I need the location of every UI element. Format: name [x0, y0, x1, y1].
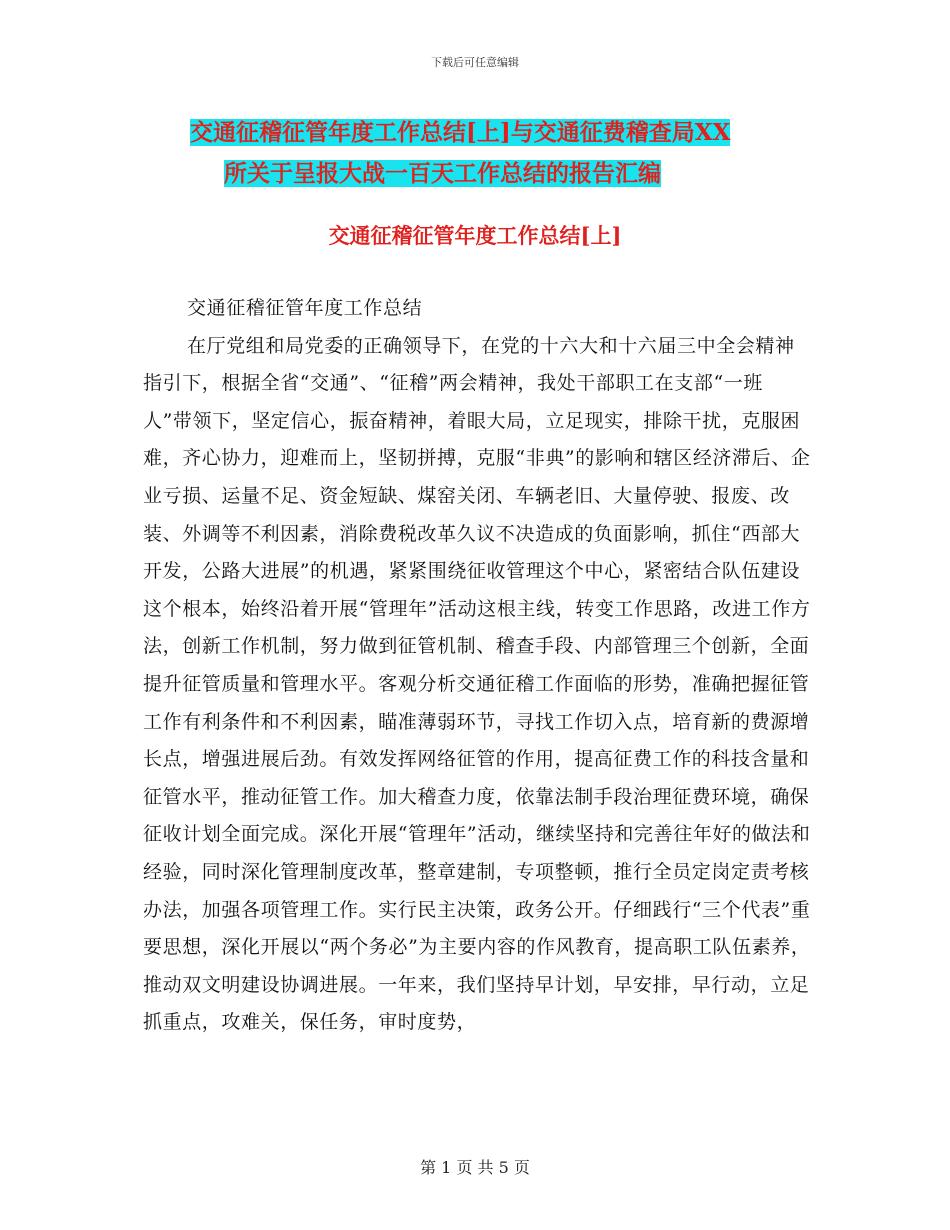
page-header-note: 下载后可任意编辑	[431, 56, 519, 69]
section-heading: 交通征稽征管年度工作总结[上]	[328, 223, 622, 248]
document-title-line2: 所关于呈报大战一百天工作总结的报告汇编	[224, 160, 661, 187]
body-paragraph: 在厅党组和局党委的正确领导下，在党的十六大和十六届三中全会精神指引下，根据全省“交通”、“征稽”两会精神，我处干部职工在支部“一班人”带领下，坚定信心，振奋精神，着眼大局，立足现实，排除干扰，克服困难，齐心协力，迎难而上，坚韧拼搏，克服“非典”的影响和辖区经济滞后、企业亏损、运量不足、资金短缺、煤窑关闭、车辆老旧、大量停驶、报废、改装、外调等不利因素，消除费税改革久议不决造成的负面影响，抓住“西部大开发，公路大进展”的机遇，紧紧围绕征收管理这个中心，紧密结合队伍建设这个根本，始终沿着开展“管理年”活动这根主线，转变工作思路，改进工作方法，创新工作机制，努力做到征管机制、稽查手段、内部管理三个创新，全面提升征管质量和管理水平。客观分析交通征稽工作面临的形势，准确把握征管工作有利条件和不利因素，瞄准薄弱环节，寻找工作切入点，培育新的费源增长点，增强进展后劲。有效发挥网络征管的作用，提高征费工作的科技含量和征管水平，推动征管工作。加大稽查力度，依靠法制手段治理征费环境，确保征收计划全面完成。深化开展“管理年”活动，继续坚持和完善往年好的做法和经验，同时深化管理制度改革，整章建制，专项整顿，推行全员定岗定责考核办法，加强各项管理工作。实行民主决策，政务公开。仔细践行“三个代表”重要思想，深化开展以“两个务必”为主要内容的作风教育，提高职工队伍素养，推动双文明建设协调进展。一年来，我们坚持早计划，早安排，早行动，立足抓重点，攻难关，保任务，审时度势，	[143, 334, 811, 1034]
page-number: 第 1 页 共 5 页	[420, 1158, 530, 1177]
document-title-line1: 交通征稽征管年度工作总结[上]与交通征费稽查局XX	[190, 119, 731, 146]
body-text	[143, 290, 811, 1042]
document-title	[190, 112, 810, 194]
body-subtitle: 交通征稽征管年度工作总结	[187, 297, 423, 319]
